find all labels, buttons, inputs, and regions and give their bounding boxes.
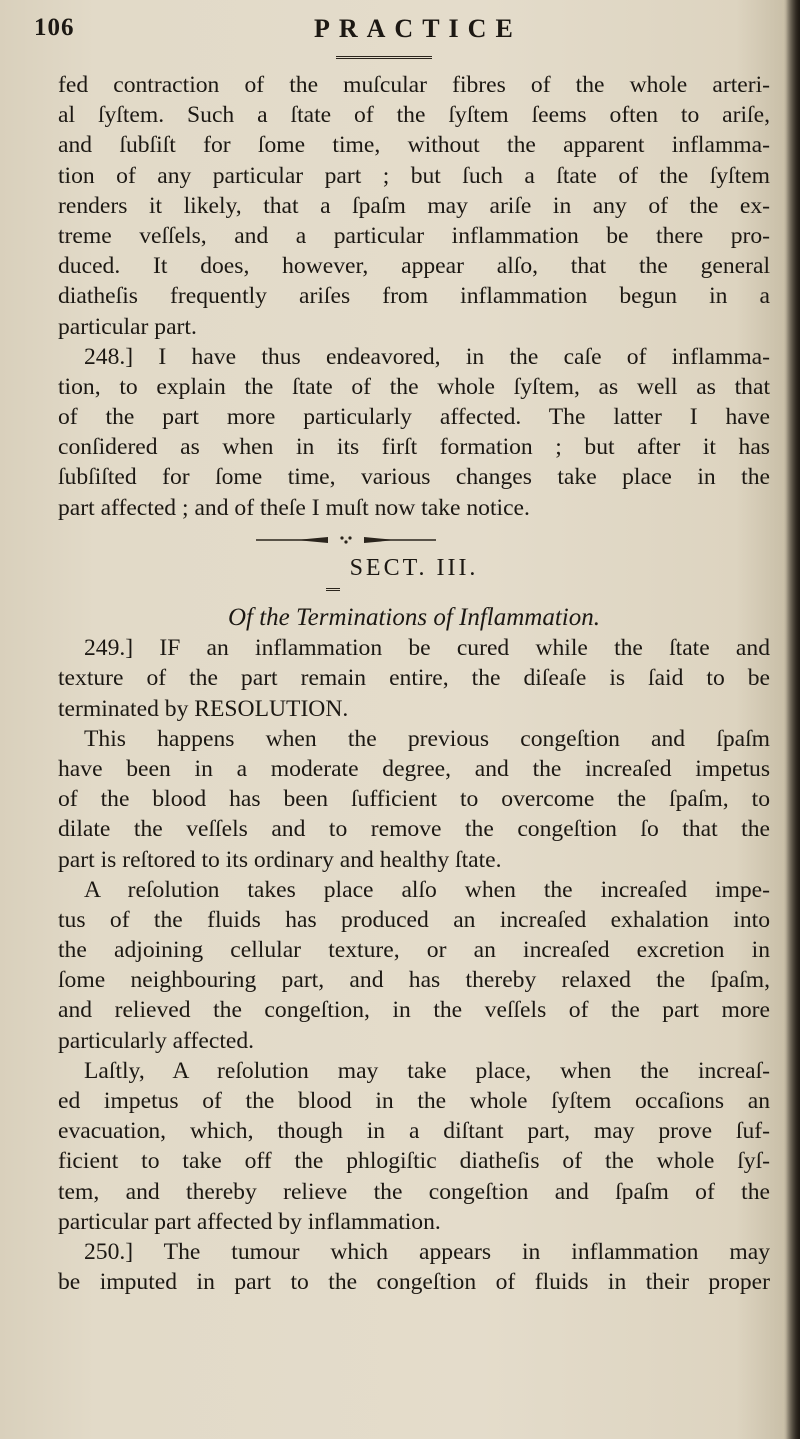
running-head: PRACTICE — [314, 14, 522, 43]
page-number: 106 — [34, 14, 75, 41]
page-header — [34, 14, 754, 44]
text-line: fed contraction of the muſcular fibres of the whole arteri- — [58, 72, 770, 98]
text-line: part affected ; and of theſe I muſt now take notice. — [58, 494, 530, 521]
text-line: al ſyſtem. Such a ſtate of the ſyſtem ſeems often to ariſe, — [58, 102, 770, 129]
text-line: terminated by RESOLUTION. — [58, 695, 349, 722]
text-line: evacuation, which, though in a diſtant part, may prove ſuf- — [58, 1118, 770, 1145]
text-line: ſubſiſted for ſome time, various changes take place in the — [58, 464, 770, 491]
text-line: and relieved the congeſtion, in the veſſels of the part more — [58, 997, 770, 1024]
text-line: the adjoining cellular texture, or an increaſed excretion in — [58, 937, 770, 964]
text-line: Laſtly, A reſolution may take place, when the increaſ- — [84, 1057, 770, 1084]
text-line: 249.] IF an inflammation be cured while the ſtate and — [84, 635, 770, 662]
text-line: A reſolution takes place alſo when the increaſed impe- — [84, 876, 770, 903]
text-line: renders it likely, that a ſpaſm may ariſe in any of the ex- — [58, 192, 770, 219]
text-line: ſome neighbouring part, and has thereby relaxed the ſpaſm, — [58, 967, 770, 994]
text-line: tion of any particular part ; but ſuch a ſtate of the ſyſtem — [58, 162, 770, 189]
text-line: particularly affected. — [58, 1027, 255, 1054]
text-line: This happens when the previous congeſtion and ſpaſm — [84, 725, 770, 752]
text-line: tem, and thereby relieve the congeſtion and ſpaſm of the — [58, 1178, 770, 1205]
text-line: tus of the fluids has produced an increaſed exhalation into — [58, 906, 770, 933]
text-line: tion, to explain the ſtate of the whole ſyſtem, as well as that — [58, 373, 770, 400]
text-line: be imputed in part to the congeſtion of fluids in their proper — [58, 1269, 770, 1296]
section-title: Of the Terminations of Inflammation. — [227, 604, 600, 631]
body-text — [58, 70, 770, 1297]
text-line: diatheſis frequently ariſes from inflammation begun in a — [58, 283, 770, 310]
section-ornament — [58, 523, 770, 553]
text-line: ficient to take off the phlogiſtic diatheſis of the whole ſyſ- — [58, 1148, 770, 1175]
text-line: particular part. — [58, 313, 197, 340]
heading-rule — [58, 583, 770, 603]
text-line: 248.] I have thus endeavored, in the caſe of inflamma- — [84, 343, 770, 370]
text-line: ed impetus of the blood in the whole ſyſtem occaſions an — [58, 1088, 770, 1114]
text-line: particular part affected by inflammation. — [58, 1208, 441, 1235]
text-line: treme veſſels, and a particular inflammation be there pro- — [58, 222, 770, 249]
text-line: 250.] The tumour which appears in inflammation may — [84, 1238, 770, 1265]
text-line: part is reſtored to its ordinary and healthy ſtate. — [58, 846, 502, 873]
ornament-rule-icon — [256, 535, 436, 545]
text-line: of the part more particularly affected. The latter I have — [58, 404, 770, 431]
text-line: of the blood has been ſufficient to overcome the ſpaſm, to — [58, 786, 770, 813]
text-line: texture of the part remain entire, the diſeaſe is ſaid to be — [58, 665, 770, 692]
header-rule — [336, 56, 432, 59]
text-line: dilate the veſſels and to remove the congeſtion ſo that the — [58, 816, 770, 843]
section-heading: SECT. III. — [349, 554, 479, 581]
text-line: have been in a moderate degree, and the increaſed impetus — [58, 755, 770, 782]
page-edge-shadow — [786, 0, 800, 1439]
text-line: and ſubſiſt for ſome time, without the apparent inflamma- — [58, 132, 770, 159]
text-line: conſidered as when in its firſt formation ; but after it has — [58, 434, 770, 461]
text-line: duced. It does, however, appear alſo, that the general — [58, 253, 770, 280]
